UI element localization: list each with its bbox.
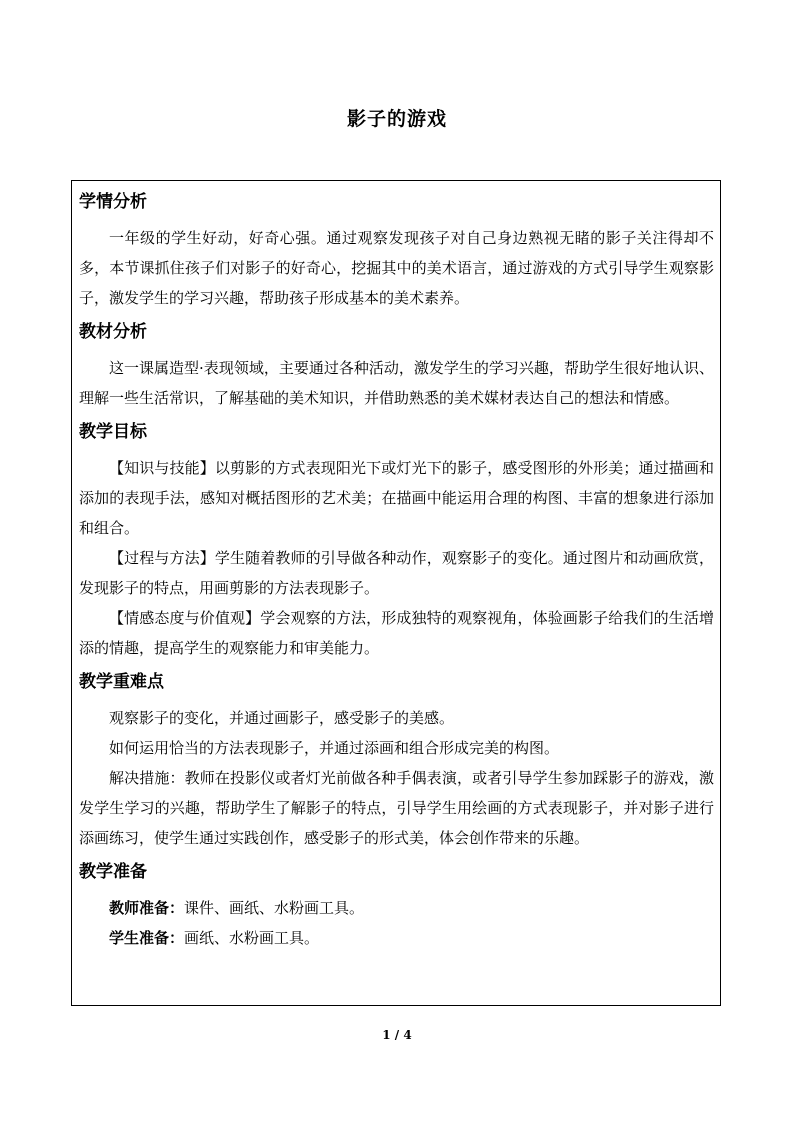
section-key-points [79, 671, 714, 853]
section-preparation [79, 861, 714, 953]
student-label: 学生准备： [109, 929, 185, 947]
goal-text: 学会观察的方法，形成独特的观察视角，体验画影子给我们的生活增添的情趣，提高学生的观察能力和审美能力。 [79, 609, 714, 657]
goal-label: 【知识与技能】 [109, 459, 215, 477]
material-paragraph: 这一课属造型·表现领域，主要通过各种活动，激发学生的学习兴趣，帮助学生很好地认识、理解一些生活常识，了解基础的美术知识，并借助熟悉的美术媒材表达自己的想法和情感。 [79, 359, 714, 407]
page-number: 1 / 4 [382, 1028, 412, 1042]
preparation-heading: 教学准备 [79, 862, 147, 882]
student-preparation [79, 923, 714, 953]
teacher-label: 教师准备： [109, 899, 185, 917]
goal-text: 学生随着教师的引导做各种动作，观察影子的变化。通过图片和动画欣赏，发现影子的特点，用画剪影的方法表现影子。 [79, 549, 714, 597]
goal-knowledge [79, 453, 714, 543]
analysis-heading: 学情分析 [79, 192, 147, 212]
goal-emotion [79, 603, 714, 663]
goal-text: 以剪影的方式表现阳光下或灯光下的影子，感受图形的外形美；通过描画和添加的表现手法，感知对概括图形的艺术美；在描画中能运用合理的构图、丰富的想象进行添加和组合。 [79, 459, 714, 537]
goal-label: 【情感态度与价值观】 [109, 609, 261, 627]
key-point-1: 观察影子的变化，并通过画影子，感受影子的美感。 [109, 709, 455, 727]
goal-process [79, 543, 714, 603]
key-point-2: 如何运用恰当的方法表现影子，并通过添画和组合形成完美的构图。 [109, 739, 560, 757]
section-goals [79, 421, 714, 663]
student-text: 画纸、水粉画工具。 [184, 929, 320, 947]
page-title: 影子的游戏 [346, 108, 447, 130]
goals-heading: 教学目标 [79, 422, 147, 442]
material-heading: 教材分析 [79, 322, 147, 342]
analysis-paragraph: 一年级的学生好动，好奇心强。通过观察发现孩子对自己身边熟视无睹的影子关注得却不多，本节课抓住孩子们对影子的好奇心，挖掘其中的美术语言，通过游戏的方式引导学生观察影子，激发学生的学习兴趣，帮助孩子形成基本的美术素养。 [79, 229, 714, 307]
section-material [79, 321, 714, 413]
key-point-3: 解决措施：教师在投影仪或者灯光前做各种手偶表演，或者引导学生参加踩影子的游戏，激发学生学习的兴趣，帮助学生了解影子的特点，引导学生用绘画的方式表现影子，并对影子进行添画练习，使学生通过实践创作，感受影子的形式美，体会创作带来的乐趣。 [79, 769, 714, 847]
teacher-preparation [79, 893, 714, 923]
section-analysis [79, 191, 714, 313]
teacher-text: 课件、画纸、水粉画工具。 [184, 899, 365, 917]
lesson-plan-table [71, 180, 721, 1006]
goal-label: 【过程与方法】 [109, 549, 215, 567]
key-points-heading: 教学重难点 [79, 672, 164, 692]
